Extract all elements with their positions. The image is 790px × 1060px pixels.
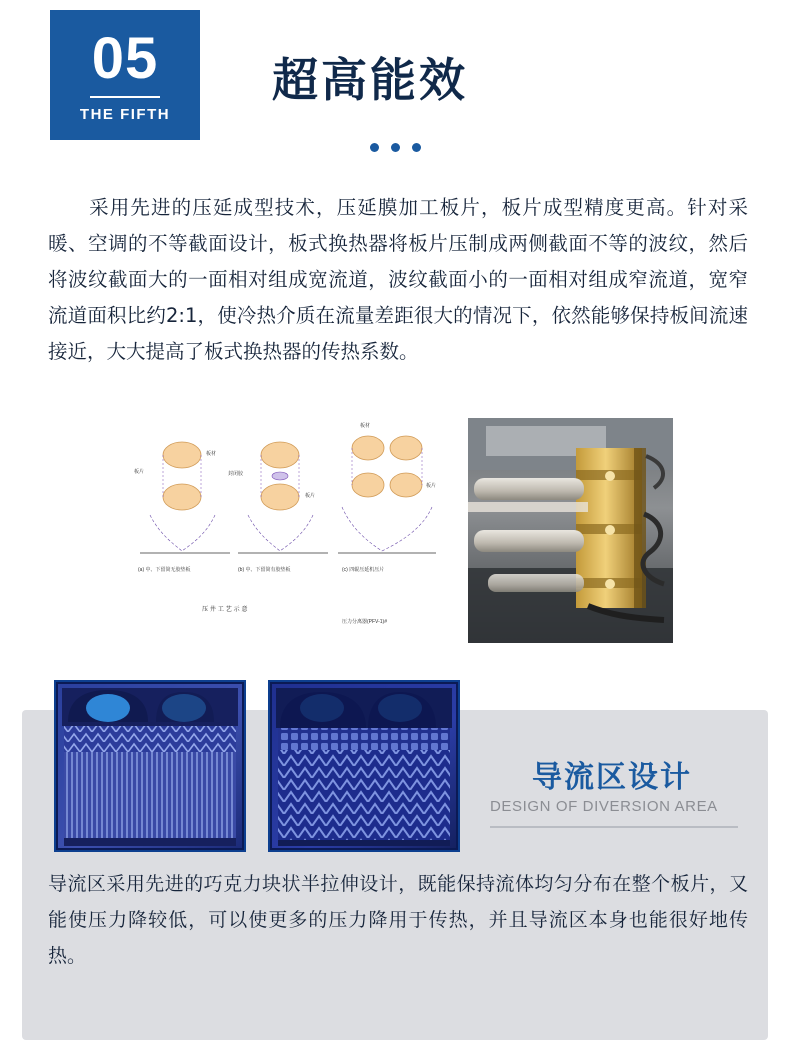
number-divider (90, 96, 160, 98)
svg-text:板片: 板片 (305, 493, 316, 499)
svg-text:板材: 板材 (360, 423, 371, 429)
svg-text:封闭胶: 封闭胶 (228, 471, 244, 477)
press-line-photo (468, 418, 673, 643)
page-title: 超高能效 (272, 53, 468, 107)
dot-icon (412, 143, 421, 152)
section-number: 05 (91, 25, 159, 91)
photo-svg (468, 418, 673, 643)
diagram-svg (120, 415, 450, 645)
section2-title: 导流区设计 (532, 760, 692, 795)
diagram-subcaption-b: (b) 中、下留简有胶垫板 (238, 567, 291, 573)
body-paragraph-1 (48, 190, 748, 370)
section-number-en: THE FIFTH (79, 105, 171, 123)
svg-text:板片: 板片 (426, 483, 437, 489)
decorative-dots (370, 143, 421, 152)
process-diagram (120, 415, 450, 645)
section2-subtitle: DESIGN OF DIVERSION AREA (490, 798, 718, 815)
diagram-caption-sub: 压力分离器(PFV-1)# (342, 619, 388, 625)
diagram-subcaption-a: (a) 中、下留简无胶垫板 (138, 567, 191, 573)
body-paragraph-2: 导流区采用先进的巧克力块状半拉伸设计，既能保持流体均匀分布在整个板片，又能使压力降较低，可以使更多的压力降用于传热，并且导流区本身也能很好地传热。 (48, 873, 748, 967)
plate-image-left (54, 680, 246, 852)
svg-text:板片: 板片 (134, 469, 145, 475)
dot-icon (370, 143, 379, 152)
plate-left-svg (56, 682, 244, 850)
page-header (0, 0, 790, 170)
plate-image-right (268, 680, 460, 852)
section-number-box (50, 10, 200, 140)
plate-right-svg (270, 682, 458, 850)
diagram-caption: 压 井 工 艺 示 意 (202, 606, 248, 613)
section2-divider (490, 826, 738, 828)
paragraph-1-text: 采用先进的压延成型技术，压延膜加工板片，板片成型精度更高。针对采暖、空调的不等截面设计，板式换热器将板片压制成两侧截面不等的波纹，然后将波纹截面大的一面相对组成宽流道，波纹截面小的一面相对组成窄流道，宽窄流道面积比约2:1，使冷热介质在流量差距很大的情况下，依然能够保持板间流速接近，大大提高了板式换热器的传热系数。 (48, 196, 748, 363)
dot-icon (391, 143, 400, 152)
svg-text:板材: 板材 (206, 451, 217, 457)
diagram-subcaption-c: (c) 四辊压延机压片 (342, 567, 385, 573)
